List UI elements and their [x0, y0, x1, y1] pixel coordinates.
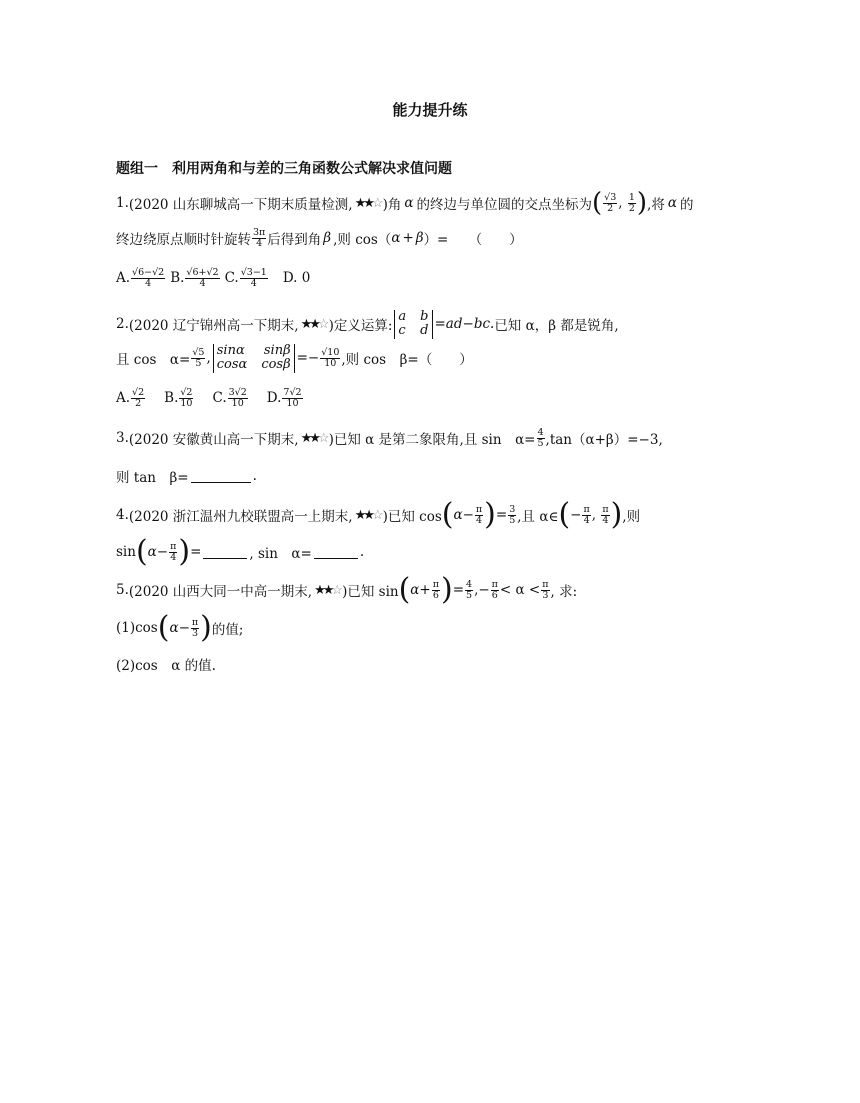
fraction: $\frac{\pi}{4}$: [602, 503, 609, 526]
question-source: (2020 辽宁锦州高一下期末,: [128, 318, 299, 335]
question-source: (2020 山西大同一中高一期末,: [128, 584, 313, 600]
question-3-line-1: 3. (2020 安徽黄山高一下期末, ★★☆ )已知 α 是第二象限角,且 sin α= $\frac{4}{5}$ ,tan（α+β）=−3,: [116, 427, 663, 449]
fraction: $\frac{\pi}{4}$: [475, 503, 483, 526]
question-number: 4.: [116, 507, 129, 523]
fraction: $\frac{3\pi}{4}$: [253, 227, 266, 249]
fraction: $\frac{4}{5}$: [537, 427, 544, 449]
fraction: $\frac{3}{5}$: [509, 503, 516, 526]
option-c: C. $\frac{√3-1}{4}$: [224, 267, 267, 289]
determinant: sinα sinβ cosα cosβ: [213, 344, 295, 373]
answer-blank[interactable]: [203, 546, 247, 559]
question-source: (2020 山东聊城高一下期末质量检测,: [128, 197, 353, 213]
question-number: 5.: [116, 582, 129, 598]
fraction: $\frac{4}{5}$: [466, 578, 473, 601]
answer-blank[interactable]: [191, 470, 251, 483]
fraction: $\frac{\pi}{3}$: [542, 578, 549, 601]
question-1-line-1: 1. (2020 山东聊城高一下期末质量检测, ★★☆ )角 α 的终边与单位圆的交点坐标为 ( $\frac{√3}{2}$ , $\frac{1}{2}$ ) ,将 α 的: [116, 188, 694, 218]
question-3-line-2: 则 tan β= .: [116, 468, 257, 486]
determinant: a b c d: [394, 310, 432, 339]
fraction: $\frac{\pi}{6}$: [432, 578, 439, 601]
question-number: 3.: [116, 430, 129, 447]
option-b: B. $\frac{√2}{10}$: [164, 387, 193, 409]
question-5-part-1: (1)cos ( α− $\frac{\pi}{3}$ ) 的值;: [116, 610, 244, 645]
question-5-line-1: 5. (2020 山西大同一中高一期末, ★★☆ )已知 sin ( α+ $\frac{\pi}{6}$ ) = $\frac{4}{5}$ ,− $\frac{\pi}{6}$ < α < $\frac{\pi}{3}$ , 求:: [116, 572, 578, 607]
option-d: D. $\frac{7√2}{10}$: [266, 387, 302, 409]
question-source: (2020 安徽黄山高一下期末,: [128, 432, 299, 449]
difficulty-star-icon: ★★☆: [354, 507, 381, 523]
difficulty-star-icon: ★★☆: [314, 582, 341, 598]
question-2-options: [116, 388, 308, 409]
question-4-line-2: sin ( α− $\frac{\pi}{4}$ ) = , sin α= .: [116, 534, 365, 569]
option-c: C. $\frac{3√2}{10}$: [212, 387, 247, 409]
question-source: (2020 浙江温州九校联盟高一上期末,: [128, 509, 353, 525]
question-1-line-2: 终边绕原点顺时针旋转 $\frac{3\pi}{4}$ 后得到角 β ,则 cos（ α + β ）= （ ）: [116, 227, 523, 249]
option-b: B. $\frac{√6+√2}{4}$: [170, 267, 219, 289]
fraction: $\frac{\pi}{4}$: [583, 503, 590, 526]
answer-blank[interactable]: [314, 546, 358, 559]
question-number: 2.: [116, 316, 129, 333]
question-4-line-1: 4. (2020 浙江温州九校联盟高一上期末, ★★☆ )已知 cos ( α− $\frac{\pi}{4}$ ) = $\frac{3}{5}$ ,且 α∈ ( − $\frac{\pi}{4}$ , $\frac{\pi}{4}$ ) ,则: [116, 497, 641, 532]
page-title: 能力提升练: [392, 101, 468, 119]
difficulty-star-icon: ★★☆: [354, 195, 381, 211]
option-a: A. $\frac{√6-√2}{4}$: [116, 267, 165, 289]
fraction: $\frac{√5}{5}$: [192, 346, 205, 369]
fraction: $\frac{\pi}{4}$: [170, 540, 177, 563]
fraction: $\frac{\pi}{6}$: [491, 578, 498, 601]
question-2-line-1: 2. (2020 辽宁锦州高一下期末, ★★☆ )定义运算: a b c d =ad−bc. 已知 α，β 都是锐角,: [116, 309, 619, 339]
question-5-part-2: (2)cos α 的值.: [116, 658, 216, 674]
fraction: $\frac{1}{2}$: [628, 191, 635, 214]
question-2-line-2: 且 cos α= $\frac{√5}{5}$ , sinα sinβ cosα cosβ =− $\frac{√10}{10}$ ,则 cos β=（ ）: [116, 343, 473, 373]
fraction: $\frac{√3}{2}$: [604, 191, 617, 214]
fraction: $\frac{√10}{10}$: [321, 346, 340, 369]
question-1-options: [116, 268, 314, 289]
option-d: D. 0: [282, 270, 311, 287]
section-heading: 题组一 利用两角和与差的三角函数公式解决求值问题: [116, 161, 452, 177]
option-a: A. $\frac{√2}{2}$: [116, 387, 145, 409]
difficulty-star-icon: ★★☆: [300, 316, 327, 332]
question-number: 1.: [116, 195, 129, 211]
fraction: $\frac{\pi}{3}$: [191, 616, 199, 639]
difficulty-star-icon: ★★☆: [300, 430, 327, 446]
